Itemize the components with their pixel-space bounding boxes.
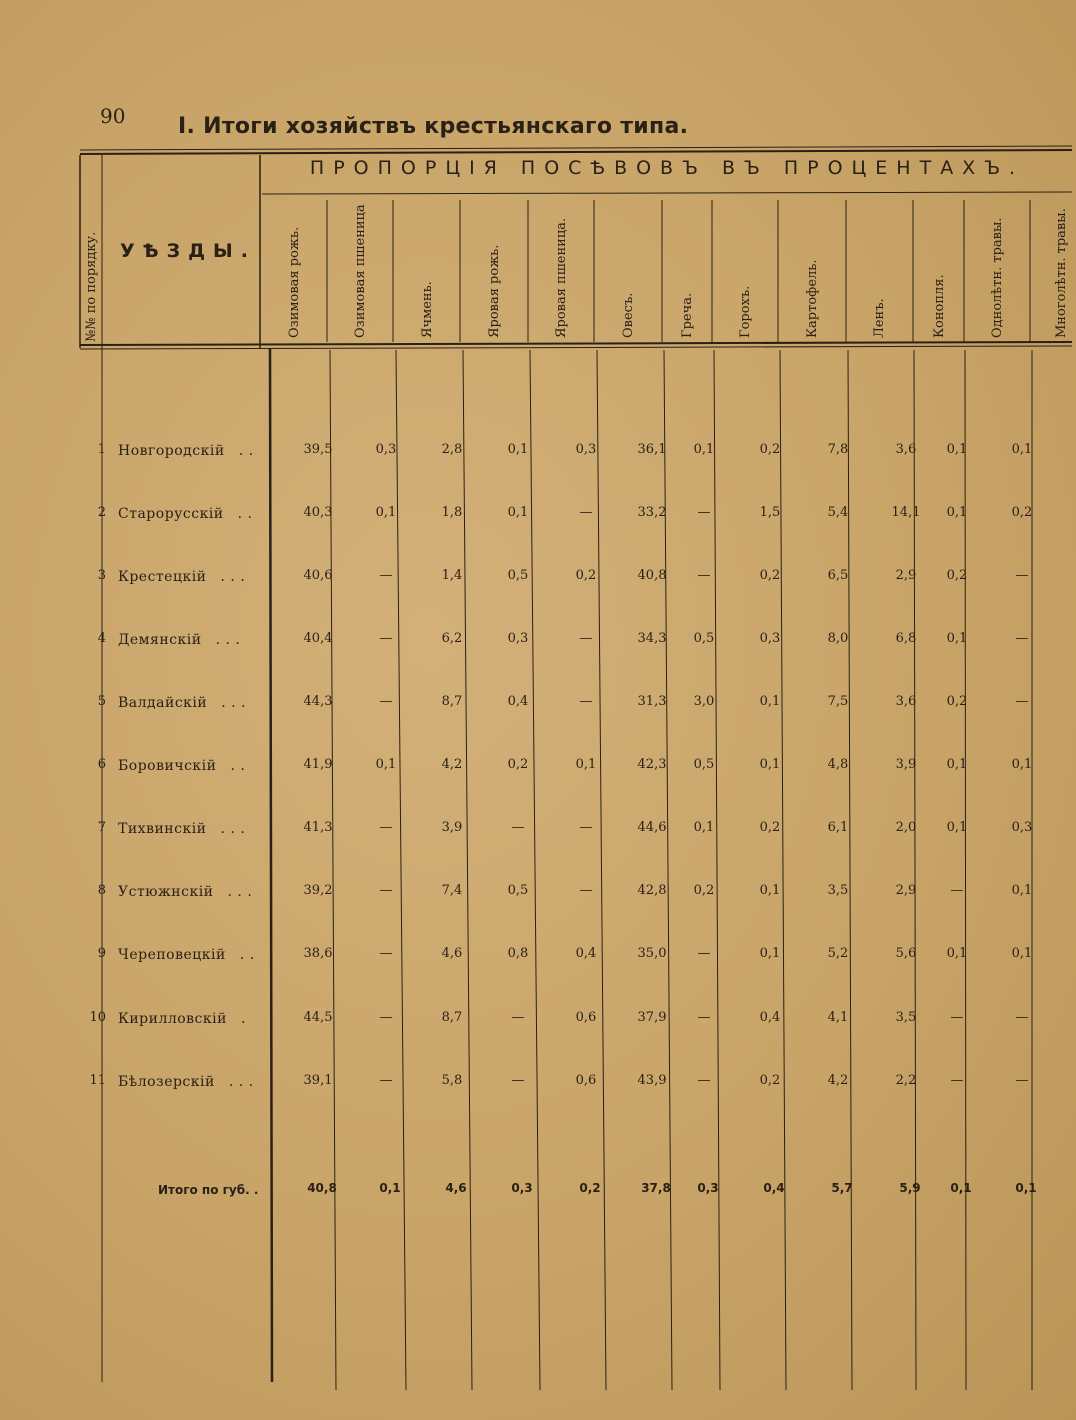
table-cell: 0,2 — [759, 1073, 781, 1088]
row-number: 1 — [97, 442, 106, 457]
table-cell: 6,1 — [827, 820, 849, 835]
table-cell: 39,1 — [303, 1073, 333, 1088]
table-cell: 38,6 — [303, 946, 333, 961]
table-cell: 0,6 — [575, 1010, 597, 1025]
table-banner: ПРОПОРЦІЯ ПОСѢВОВЪ ВЪ ПРОЦЕНТАХЪ. — [309, 157, 1025, 179]
table-cell: 3,6 — [895, 694, 917, 709]
district-name: Тихвинскій . . . — [118, 821, 246, 837]
table-cell: 6,5 — [827, 568, 849, 583]
page-title: I. Итоги хозяйствъ крестьянскаго типа. — [178, 114, 689, 139]
table-cell: 0,3 — [1011, 820, 1033, 835]
table-cell: 0,2 — [759, 820, 781, 835]
table-cell: 2,8 — [441, 442, 463, 457]
table-cell: 0,5 — [507, 568, 529, 583]
crop-header-buckwheat: Греча. — [680, 292, 695, 338]
table-cell: 0,1 — [759, 946, 781, 961]
table-cell: 41,3 — [303, 820, 333, 835]
row-number: 2 — [97, 505, 106, 520]
table-cell: 0,1 — [375, 505, 397, 520]
crop-header-potatoes: Картофель. — [805, 259, 820, 338]
table-cell: — — [579, 694, 593, 709]
district-name: Череповецкій . . — [118, 947, 255, 963]
table-cell: 0,1 — [946, 631, 968, 646]
table-cell: 0,1 — [693, 820, 715, 835]
table-cell: 43,9 — [637, 1073, 667, 1088]
district-name: Демянскій . . . — [118, 632, 241, 648]
table-cell: 8,7 — [441, 1010, 463, 1025]
table-cell: 0,1 — [946, 442, 968, 457]
table-cell: 0,1 — [759, 757, 781, 772]
row-number: 11 — [89, 1073, 106, 1088]
table-cell: 3,6 — [895, 442, 917, 457]
table-cell: 0,2 — [759, 442, 781, 457]
crop-header-winter-rye: Озимовая рожь. — [287, 226, 302, 338]
table-cell: — — [697, 505, 711, 520]
district-name: Бѣлозерскій . . . — [118, 1074, 254, 1090]
table-cell: 0,1 — [575, 757, 597, 772]
table-cell: 0,3 — [507, 631, 529, 646]
table-cell: 4,8 — [827, 757, 849, 772]
crop-header-hemp: Конопля. — [932, 274, 947, 338]
table-cell: 3,5 — [827, 883, 849, 898]
row-number: 9 — [97, 946, 106, 961]
column-header-number: №№ по порядку. — [84, 231, 99, 342]
table-cell: 0,4 — [575, 946, 597, 961]
table-cell: 44,3 — [303, 694, 333, 709]
table-cell: 34,3 — [637, 631, 667, 646]
table-cell: 0,1 — [1011, 757, 1033, 772]
table-cell: 0,1 — [1011, 946, 1033, 961]
district-name: Валдайскій . . . — [118, 695, 246, 711]
table-cell: — — [950, 1073, 964, 1088]
row-number: 7 — [97, 820, 106, 835]
table-cell: — — [379, 568, 393, 583]
table-cell: 1,8 — [441, 505, 463, 520]
table-cell: 31,3 — [637, 694, 667, 709]
table-cell: 1,5 — [759, 505, 781, 520]
table-cell: — — [1015, 694, 1029, 709]
total-cell: 4,6 — [445, 1181, 467, 1195]
table-cell: 4,2 — [827, 1073, 849, 1088]
page-number: 90 — [100, 104, 126, 128]
table-cell: 0,2 — [946, 568, 968, 583]
table-cell: — — [579, 883, 593, 898]
table-cell: 0,8 — [507, 946, 529, 961]
crop-header-spring-wheat: Яровая пшеница. — [554, 217, 569, 338]
table-cell: — — [511, 1073, 525, 1088]
crop-header-flax: Ленъ. — [872, 298, 887, 338]
table-cell: 8,0 — [827, 631, 849, 646]
total-cell: 0,3 — [697, 1181, 719, 1195]
table-cell: — — [697, 1073, 711, 1088]
district-name: Кирилловскій . — [118, 1011, 246, 1027]
table-cell: 0,1 — [375, 757, 397, 772]
table-cell: — — [1015, 631, 1029, 646]
table-cell: 40,4 — [303, 631, 333, 646]
table-cell: 0,2 — [946, 694, 968, 709]
table-cell: 0,1 — [1011, 883, 1033, 898]
table-cell: 6,2 — [441, 631, 463, 646]
table-cell: 42,8 — [637, 883, 667, 898]
table-cell: 0,5 — [693, 757, 715, 772]
table-cell: 37,9 — [637, 1010, 667, 1025]
table-cell: — — [379, 694, 393, 709]
row-number: 6 — [97, 757, 106, 772]
table-cell: 0,3 — [759, 631, 781, 646]
table-cell: 41,9 — [303, 757, 333, 772]
table-cell: 0,4 — [507, 694, 529, 709]
table-cell: 42,3 — [637, 757, 667, 772]
table-cell: 0,2 — [1011, 505, 1033, 520]
row-number: 4 — [97, 631, 106, 646]
table-cell: 0,1 — [946, 946, 968, 961]
table-cell: 5,2 — [827, 946, 849, 961]
table-cell: 39,5 — [303, 442, 333, 457]
table-cell: — — [511, 1010, 525, 1025]
table-cell: 7,5 — [827, 694, 849, 709]
row-number: 8 — [97, 883, 106, 898]
table-cell: — — [579, 631, 593, 646]
table-cell: 0,3 — [375, 442, 397, 457]
table-cell: — — [697, 1010, 711, 1025]
table-cell: 0,1 — [759, 883, 781, 898]
total-label: Итого по губ. . — [158, 1183, 259, 1197]
total-cell: 37,8 — [641, 1181, 671, 1195]
table-cell: 3,9 — [441, 820, 463, 835]
table-cell: — — [379, 1073, 393, 1088]
table-cell: 39,2 — [303, 883, 333, 898]
table-cell: 7,4 — [441, 883, 463, 898]
table-cell: 4,6 — [441, 946, 463, 961]
table-cell: — — [379, 631, 393, 646]
table-cell: 2,9 — [895, 568, 917, 583]
total-cell: 5,9 — [899, 1181, 921, 1195]
table-cell: — — [1015, 1010, 1029, 1025]
district-name: Боровичскій . . — [118, 758, 246, 774]
total-cell: 0,2 — [579, 1181, 601, 1195]
table-cell: 0,5 — [693, 631, 715, 646]
table-cell: 0,5 — [507, 883, 529, 898]
table-cell: — — [579, 505, 593, 520]
total-cell: 0,3 — [511, 1181, 533, 1195]
table-cell: 4,2 — [441, 757, 463, 772]
row-number: 5 — [97, 694, 106, 709]
crop-header-perennial-grasses: Многолѣтн. травы. — [1054, 208, 1069, 338]
table-cell: 3,0 — [693, 694, 715, 709]
table-cell: 33,2 — [637, 505, 667, 520]
table-cell: — — [697, 946, 711, 961]
total-cell: 0,4 — [763, 1181, 785, 1195]
district-name: Старорусскій . . — [118, 506, 253, 522]
table-cell: 0,1 — [946, 757, 968, 772]
table-cell: — — [950, 1010, 964, 1025]
table-cell: 0,1 — [759, 694, 781, 709]
table-cell: 4,1 — [827, 1010, 849, 1025]
table-cell: 0,4 — [759, 1010, 781, 1025]
table-cell: 40,8 — [637, 568, 667, 583]
table-cell: 0,1 — [946, 820, 968, 835]
total-cell: 0,1 — [950, 1181, 972, 1195]
table-cell: 6,8 — [895, 631, 917, 646]
table-cell: 5,6 — [895, 946, 917, 961]
table-cell: 0,2 — [575, 568, 597, 583]
table-cell: 0,1 — [1011, 442, 1033, 457]
table-cell: 40,3 — [303, 505, 333, 520]
district-name: Новгородскій . . — [118, 443, 254, 459]
table-cell: 0,6 — [575, 1073, 597, 1088]
table-cell: 0,1 — [693, 442, 715, 457]
total-cell: 40,8 — [307, 1181, 337, 1195]
crop-header-winter-wheat: Озимовая пшеница — [353, 204, 368, 338]
crop-header-oats: Овесъ. — [621, 292, 636, 338]
table-cell: — — [950, 883, 964, 898]
table-cell: 40,6 — [303, 568, 333, 583]
table-cell: — — [379, 1010, 393, 1025]
table-cell: 44,5 — [303, 1010, 333, 1025]
table-cell: 44,6 — [637, 820, 667, 835]
table-cell: — — [697, 568, 711, 583]
table-cell: 36,1 — [637, 442, 667, 457]
table-cell: 0,1 — [507, 442, 529, 457]
table-cell: 2,0 — [895, 820, 917, 835]
table-cell: — — [1015, 568, 1029, 583]
crop-header-peas: Горохъ. — [738, 285, 753, 338]
table-cell: 7,8 — [827, 442, 849, 457]
total-cell: 0,1 — [1015, 1181, 1037, 1195]
table-cell: 0,2 — [507, 757, 529, 772]
table-cell: 2,9 — [895, 883, 917, 898]
table-cell: — — [379, 820, 393, 835]
table-cell: 0,2 — [693, 883, 715, 898]
table-cell: 35,0 — [637, 946, 667, 961]
row-number: 10 — [89, 1010, 106, 1025]
column-header-districts: УѢЗДЫ. — [120, 240, 256, 262]
table-cell: — — [511, 820, 525, 835]
crop-header-spring-rye: Яровая рожь. — [487, 244, 502, 338]
table-cell: 2,2 — [895, 1073, 917, 1088]
table-cell: 14,1 — [891, 505, 921, 520]
total-cell: 5,7 — [831, 1181, 853, 1195]
table-cell: 3,9 — [895, 757, 917, 772]
table-cell: — — [1015, 1073, 1029, 1088]
table-cell: — — [579, 820, 593, 835]
table-cell: 1,4 — [441, 568, 463, 583]
row-number: 3 — [97, 568, 106, 583]
table-cell: 5,8 — [441, 1073, 463, 1088]
crop-header-barley: Ячмень. — [420, 281, 435, 338]
table-cell: 0,3 — [575, 442, 597, 457]
table-cell: 5,4 — [827, 505, 849, 520]
district-name: Устюжнскій . . . — [118, 884, 253, 900]
district-name: Крестецкій . . . — [118, 569, 246, 585]
table-cell: — — [379, 883, 393, 898]
table-cell: 0,1 — [946, 505, 968, 520]
total-cell: 0,1 — [379, 1181, 401, 1195]
crop-header-annual-grasses: Однолѣтн. травы. — [990, 217, 1005, 338]
table-cell: 0,2 — [759, 568, 781, 583]
table-cell: — — [379, 946, 393, 961]
table-cell: 0,1 — [507, 505, 529, 520]
table-cell: 8,7 — [441, 694, 463, 709]
table-cell: 3,5 — [895, 1010, 917, 1025]
